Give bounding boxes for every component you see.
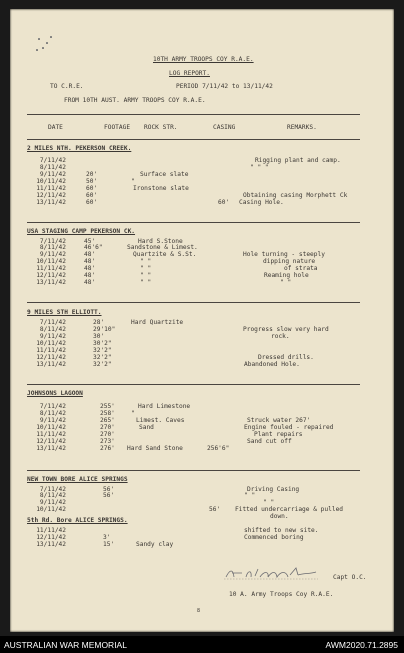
log-remarks: " " — [263, 499, 275, 506]
log-date: 7/11/42 — [39, 486, 66, 493]
log-footage: 56' — [103, 492, 115, 499]
log-footage: 15' — [103, 541, 115, 548]
log-remarks: Reaming hole — [264, 272, 309, 279]
log-remarks: Plant repairs — [254, 431, 303, 438]
log-date: 8/11/42 — [39, 244, 66, 251]
log-rock-strata: Surface slate — [140, 171, 189, 178]
log-footage: 30'2" — [93, 340, 112, 347]
log-footage: 265' — [100, 417, 115, 424]
log-rock-strata: Sand — [139, 424, 154, 431]
log-date: 7/11/42 — [39, 157, 66, 164]
log-date: 7/11/42 — [39, 319, 66, 326]
log-date: 13/11/42 — [36, 279, 66, 286]
header-rule — [27, 114, 360, 115]
column-footage: FOOTAGE — [104, 124, 131, 131]
log-remarks: of strata — [284, 265, 318, 272]
log-date: 8/11/42 — [39, 164, 66, 171]
report-title: LOG REPORT. — [169, 70, 210, 77]
log-date: 12/11/42 — [36, 438, 66, 445]
log-date: 10/11/42 — [36, 178, 66, 185]
log-remarks: shifted to new site. — [244, 527, 319, 534]
log-date: 12/11/42 — [36, 192, 66, 199]
log-footage: 60' — [86, 199, 98, 206]
log-date: 7/11/42 — [39, 403, 66, 410]
log-footage: 255' — [100, 403, 115, 410]
log-date: 10/11/42 — [36, 506, 66, 513]
log-remarks: " " — [280, 279, 292, 286]
section-rule — [27, 222, 360, 223]
log-remarks: Obtaining casing Morphett Ck — [243, 192, 348, 199]
log-footage: 32'2" — [93, 361, 112, 368]
log-remarks: down. — [270, 513, 289, 520]
log-remarks: " " " — [250, 164, 269, 171]
log-footage: 45' — [84, 238, 96, 245]
handwritten-signature — [224, 565, 319, 581]
log-remarks: Casing Hole. — [239, 199, 284, 206]
log-footage: 32'2" — [93, 354, 112, 361]
section-rule — [27, 470, 360, 471]
log-date: 13/11/42 — [36, 541, 66, 548]
log-footage: 3' — [103, 534, 111, 541]
log-rock-strata: Sandstone & Limest. — [127, 244, 198, 251]
section-rule — [27, 384, 360, 385]
log-footage: 60' — [86, 192, 98, 199]
header-rule — [27, 139, 360, 140]
log-date: 12/11/42 — [36, 272, 66, 279]
log-date: 11/11/42 — [36, 347, 66, 354]
log-rock-strata: " " — [140, 265, 152, 272]
log-date: 9/11/42 — [39, 499, 66, 506]
log-remarks: Hole turning - steeply — [243, 251, 325, 258]
from-line: FROM 10TH AUST. ARMY TROOPS COY R.A.E. — [64, 97, 206, 104]
log-rock-strata: Hard Limestone — [138, 403, 191, 410]
signature-title: Capt O.C. — [333, 574, 367, 581]
log-remarks: Abandoned Hole. — [244, 361, 300, 368]
period-line: PERIOD 7/11/42 to 13/11/42 — [176, 83, 273, 90]
paper-speck — [38, 38, 40, 40]
log-footage: 50' — [86, 178, 98, 185]
log-remarks: Sand cut off — [247, 438, 292, 445]
footer-reference: AWM2020.71.2895 — [325, 640, 398, 650]
log-rock-strata: Sandy clay — [136, 541, 174, 548]
log-remarks: dipping nature — [263, 258, 316, 265]
log-remarks: " " — [244, 492, 256, 499]
log-date: 11/11/42 — [36, 527, 66, 534]
log-rock-strata: Limest. Caves — [136, 417, 185, 424]
log-footage: 270' — [100, 424, 115, 431]
column-casing: CASING — [213, 124, 236, 131]
section-title: 2 MILES NTH. PEKERSON CREEK. — [27, 145, 132, 152]
log-footage: 20' — [86, 171, 98, 178]
log-rock-strata: Ironstone slate — [133, 185, 189, 192]
log-remarks: Fitted undercarriage & pulled — [235, 506, 344, 513]
log-date: 8/11/42 — [39, 492, 66, 499]
log-footage: 48' — [84, 265, 96, 272]
log-date: 8/11/42 — [39, 326, 66, 333]
log-remarks: Rigging plant and camp. — [255, 157, 341, 164]
log-date: 12/11/42 — [36, 534, 66, 541]
section-title: USA STAGING CAMP PEKERSON CK. — [27, 228, 136, 235]
section-title: 5th Rd. Bore ALICE SPRINGS. — [27, 517, 128, 524]
paper-speck — [42, 47, 44, 49]
signature-unit: 10 A. Army Troops Coy R.A.E. — [229, 591, 334, 598]
log-rock-strata: " " — [140, 279, 152, 286]
log-footage: 32'2" — [93, 347, 112, 354]
paper-speck — [36, 49, 38, 51]
log-casing: 56' — [209, 506, 221, 513]
paper-speck — [50, 36, 52, 38]
log-date: 10/11/42 — [36, 340, 66, 347]
column-rock: ROCK STR. — [144, 124, 178, 131]
log-footage: 29'10" — [93, 326, 116, 333]
section-title: 9 MILES STH ELLIOTT. — [27, 309, 102, 316]
log-footage: 258' — [100, 410, 115, 417]
to-line: TO C.R.E. — [50, 83, 84, 90]
log-rock-strata: " — [131, 410, 135, 417]
log-rock-strata: Hard S.Stone — [138, 238, 183, 245]
column-date: DATE — [48, 124, 63, 131]
log-casing: 60' — [218, 199, 230, 206]
log-footage: 48' — [84, 251, 96, 258]
log-rock-strata: " " — [140, 258, 152, 265]
log-date: 10/11/42 — [36, 258, 66, 265]
paper-speck — [46, 42, 48, 44]
log-date: 9/11/42 — [39, 171, 66, 178]
log-remarks: Driving Casing — [247, 486, 300, 493]
log-footage: 48' — [84, 272, 96, 279]
log-rock-strata: " " — [140, 272, 152, 279]
log-footage: 30' — [93, 333, 105, 340]
footer-source: AUSTRALIAN WAR MEMORIAL — [4, 640, 127, 650]
log-footage: 46'6" — [84, 244, 103, 251]
section-rule — [27, 302, 360, 303]
log-date: 7/11/42 — [39, 238, 66, 245]
log-rock-strata: Hard Quartzite — [131, 319, 184, 326]
log-date: 11/11/42 — [36, 265, 66, 272]
log-date: 12/11/42 — [36, 354, 66, 361]
column-remarks: REMARKS. — [287, 124, 317, 131]
log-date: 13/11/42 — [36, 445, 66, 452]
log-date: 13/11/42 — [36, 361, 66, 368]
log-casing: 256'6" — [207, 445, 230, 452]
log-remarks: rock. — [271, 333, 290, 340]
log-date: 9/11/42 — [39, 417, 66, 424]
log-footage: 48' — [84, 258, 96, 265]
page-mark: 8 — [197, 608, 201, 614]
log-date: 11/11/42 — [36, 431, 66, 438]
log-date: 13/11/42 — [36, 199, 66, 206]
log-footage: 270' — [100, 431, 115, 438]
log-remarks: Commenced boring — [244, 534, 304, 541]
section-title: JOHNSONS LAGOON — [27, 390, 83, 397]
unit-heading: 10TH ARMY TROOPS COY R.A.E. — [153, 56, 254, 63]
log-remarks: Dressed drills. — [258, 354, 314, 361]
log-rock-strata: Quartzite & S.St. — [133, 251, 197, 258]
log-footage: 48' — [84, 279, 96, 286]
log-footage: 60' — [86, 185, 98, 192]
log-footage: 276' — [100, 445, 115, 452]
log-remarks: Engine fouled - repaired — [244, 424, 334, 431]
log-footage: 56' — [103, 486, 115, 493]
log-footage: 273' — [100, 438, 115, 445]
log-footage: 28' — [93, 319, 105, 326]
log-remarks: Progress slow very hard — [243, 326, 329, 333]
log-rock-strata: " — [131, 178, 135, 185]
section-title: NEW TOWN BORE ALICE SPRINGS — [27, 476, 128, 483]
log-date: 11/11/42 — [36, 185, 66, 192]
log-date: 9/11/42 — [39, 251, 66, 258]
log-date: 8/11/42 — [39, 410, 66, 417]
log-remarks: Struck water 267' — [247, 417, 311, 424]
log-date: 10/11/42 — [36, 424, 66, 431]
log-date: 9/11/42 — [39, 333, 66, 340]
log-rock-strata: Hard Sand Stone — [127, 445, 183, 452]
